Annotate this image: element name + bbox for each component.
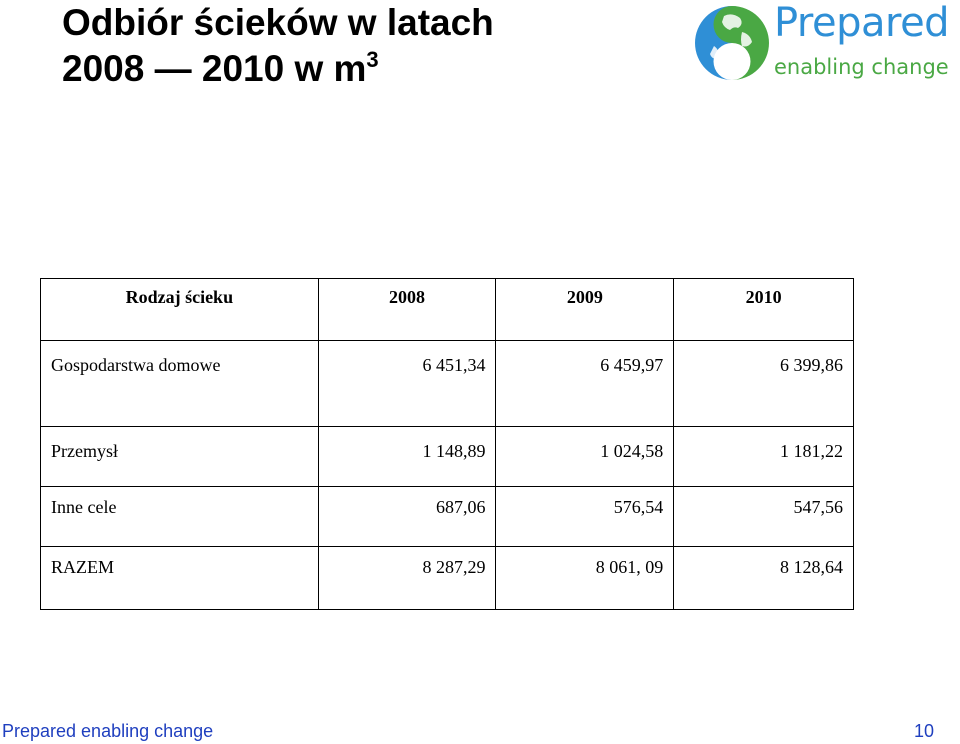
- header-cell: 2010: [674, 279, 854, 341]
- table-header-row: [41, 279, 854, 341]
- table-row: [41, 487, 854, 547]
- table-cell: 1 148,89: [318, 427, 496, 487]
- slide-title-superscript: 3: [366, 47, 379, 72]
- slide-title-line2-text: 2008 — 2010 w m: [62, 48, 367, 89]
- row-label: Inne cele: [41, 487, 319, 547]
- table-row: [41, 427, 854, 487]
- header-cell: Rodzaj ścieku: [41, 279, 319, 341]
- table-cell: 547,56: [674, 487, 854, 547]
- table-cell: 1 024,58: [496, 427, 674, 487]
- slide-title-line2: [62, 46, 494, 92]
- wastewater-table: [40, 278, 854, 610]
- table-cell: 8 128,64: [674, 547, 854, 610]
- table-row: [41, 341, 854, 427]
- footer-text: Prepared enabling change: [2, 721, 214, 741]
- table-cell: 576,54: [496, 487, 674, 547]
- slide-title-line1: Odbiór ścieków w latach: [62, 2, 494, 43]
- logo-wordmark: Prepared: [774, 0, 950, 46]
- table-cell: 687,06: [318, 487, 496, 547]
- logo-tagline: enabling change: [774, 55, 949, 79]
- prepared-logo: [694, 2, 960, 86]
- row-label: Gospodarstwa domowe: [41, 341, 319, 427]
- page-number: 10: [913, 721, 934, 741]
- globe-icon: [694, 2, 770, 84]
- table-cell: 6 451,34: [318, 341, 496, 427]
- row-label: Przemysł: [41, 427, 319, 487]
- header-cell: 2008: [318, 279, 496, 341]
- table-cell: 6 459,97: [496, 341, 674, 427]
- row-label: RAZEM: [41, 547, 319, 610]
- table-cell: 8 061, 09: [496, 547, 674, 610]
- table-cell: 6 399,86: [674, 341, 854, 427]
- table-cell: 1 181,22: [674, 427, 854, 487]
- header-cell: 2009: [496, 279, 674, 341]
- slide-title: [62, 0, 494, 92]
- table-row: [41, 547, 854, 610]
- table-cell: 8 287,29: [318, 547, 496, 610]
